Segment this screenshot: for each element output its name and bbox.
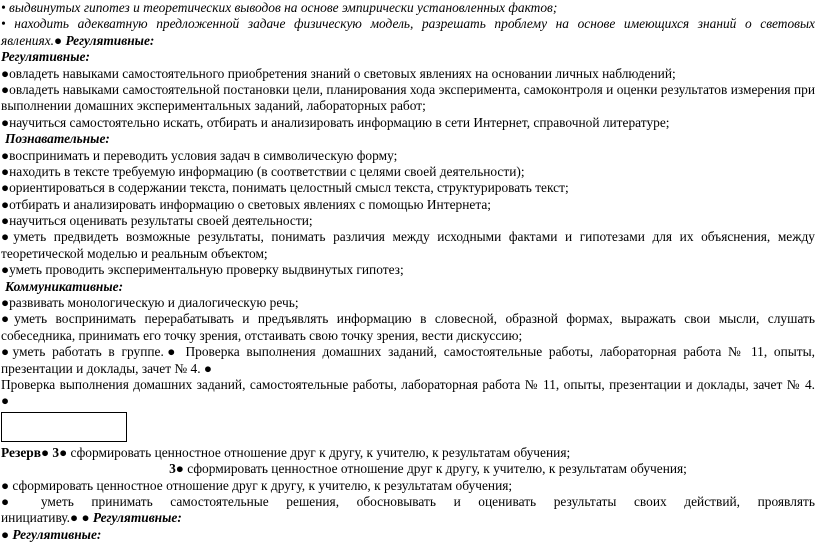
section-heading: ● Регулятивные: bbox=[1, 526, 102, 542]
section-heading: Познавательные: bbox=[5, 131, 110, 147]
list-item: ●овладеть навыками самостоятельного приобретения знаний о световых явлениях на основании личных наблюдений; bbox=[1, 65, 676, 81]
list-item: ●уметь предвидеть возможные результаты, понимать различия между исходными фактами и гипотезами для их объяснения, между bbox=[1, 229, 815, 245]
text-line: инициативу.● ● bbox=[1, 510, 93, 526]
section-heading: Коммуникативные: bbox=[5, 278, 124, 294]
text-line: собеседника, принимать его точку зрения, отстаивать свою точку зрения, вести дискуссию; bbox=[1, 327, 523, 343]
list-item: ●уметь воспринимать перерабатывать и предъявлять информацию в словесной, образной формах, выражать свои мысли, слушать bbox=[1, 311, 815, 327]
section-heading: ● Регулятивные: bbox=[54, 32, 155, 48]
list-item: ●научиться оценивать результаты своей деятельности; bbox=[1, 213, 313, 229]
section-heading: Регулятивные: bbox=[92, 510, 182, 526]
text-line: презентации и доклады, зачет № 4. ● bbox=[1, 360, 213, 376]
list-item: ● сформировать ценностное отношение друг к другу, к учителю, к результатам обучения; bbox=[1, 477, 513, 493]
bullet-marker: ● bbox=[1, 393, 10, 409]
list-item: ●воспринимать и переводить условия задач в символическую форму; bbox=[1, 147, 398, 163]
text-line: • выдвинутых гипотез и теоретических выводов на основе эмпирически установленных фактов; bbox=[1, 0, 558, 15]
text-line: • находить адекватную предложенной задаче физическую модель, разрешать проблему на основе имеющихся знаний о световых bbox=[1, 16, 815, 32]
reserve-label: Резерв● 3● bbox=[1, 444, 68, 460]
section-heading: Регулятивные: bbox=[1, 49, 90, 65]
list-item: ●находить в тексте требуемую информацию (в соответствии с целями своей деятельности); bbox=[1, 163, 525, 179]
text-line: теоретической моделью и реальным объектом; bbox=[1, 245, 268, 261]
list-item: ●овладеть навыками самостоятельной постановки цели, планирования хода эксперимента, самоконтроля и оценки результатов измерения при bbox=[1, 81, 815, 97]
text-line: явлениях. bbox=[1, 32, 55, 48]
list-item: ●уметь работать в группе.● Проверка выполнения домашних заданий, самостоятельные работы, лабораторная работа № 11, опыты, bbox=[1, 344, 815, 360]
text-line: выполнении домашних экспериментальных заданий, лабораторных работ; bbox=[1, 98, 426, 114]
list-item: ●научиться самостоятельно искать, отбирать и анализировать информацию в сети Интернет, справочной литературе; bbox=[1, 114, 670, 130]
empty-table-cell bbox=[1, 412, 127, 442]
lesson-number: 3● bbox=[169, 461, 184, 477]
list-item: ●отбирать и анализировать информацию о световых явлениях с помощью Интернета; bbox=[1, 196, 491, 212]
text-line: Проверка выполнения домашних заданий, самостоятельные работы, лабораторная работа № 11, опыты, презентации и доклады, зачет № 4. bbox=[1, 376, 815, 392]
list-item: ●развивать монологическую и диалогическую речь; bbox=[1, 295, 299, 311]
list-item: ●уметь проводить экспериментальную проверку выдвинутых гипотез; bbox=[1, 262, 404, 278]
list-item: ● уметь принимать самостоятельные решения, обосновывать и оценивать результаты своих действий, проявлять bbox=[1, 493, 815, 509]
list-item: ●ориентироваться в содержании текста, понимать целостный смысл текста, структурировать текст; bbox=[1, 180, 569, 196]
text-line: сформировать ценностное отношение друг к другу, к учителю, к результатам обучения; bbox=[183, 461, 687, 477]
text-line: сформировать ценностное отношение друг к другу, к учителю, к результатам обучения; bbox=[67, 444, 571, 460]
document-page bbox=[1, 0, 815, 543]
